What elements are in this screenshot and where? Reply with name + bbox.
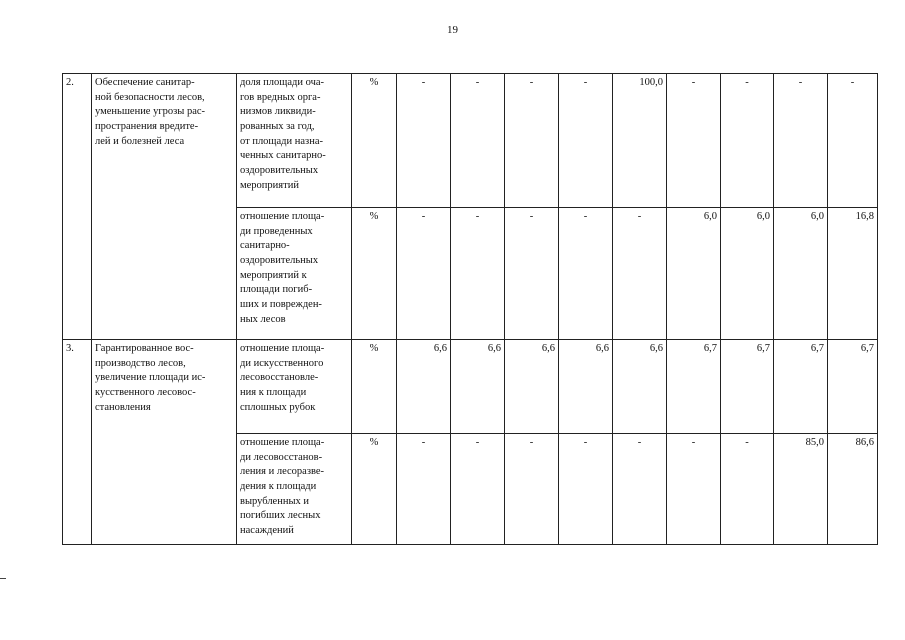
indicator-text-line: ных лесов: [240, 313, 286, 325]
indicator-text-line: дения к площади: [240, 481, 317, 493]
indicator-text-line: гов вредных орга-: [240, 91, 321, 103]
value-cell: -: [451, 74, 505, 208]
value-cell: 6,7: [828, 340, 878, 434]
indicator-text-line: площади погиб-: [240, 284, 313, 296]
indicator-text-line: оздоровительных: [240, 165, 319, 177]
value-cell: 6,7: [667, 340, 721, 434]
value-cell: 6,6: [559, 340, 613, 434]
unit-cell: %: [352, 208, 397, 340]
indicator-text-line: погибших лесных: [240, 510, 321, 522]
value-cell: 100,0: [613, 74, 667, 208]
goal-cell: [92, 340, 237, 545]
indicator-text-line: ния к площади: [240, 387, 307, 399]
value-cell: -: [559, 74, 613, 208]
indicator-text-line: санитарно-: [240, 240, 290, 252]
value-cell: -: [721, 434, 774, 545]
indicator-text-line: ди искусственного: [240, 357, 324, 369]
value-cell: -: [667, 434, 721, 545]
value-cell: -: [397, 208, 451, 340]
value-cell: -: [451, 434, 505, 545]
value-cell: 16,8: [828, 208, 878, 340]
value-cell: -: [828, 74, 878, 208]
value-cell: -: [613, 208, 667, 340]
goal-text-line: ной безопасности лесов,: [95, 91, 205, 103]
indicator-text-line: доля площади оча-: [240, 77, 325, 88]
row-number: 3.: [63, 340, 92, 545]
indicator-text-line: ди лесовосстанов-: [240, 451, 323, 463]
indicator-text-line: оздоровительных: [240, 255, 319, 267]
value-cell: -: [397, 74, 451, 208]
goal-text-line: лей и болезней леса: [95, 135, 185, 147]
value-cell: 6,6: [613, 340, 667, 434]
indicator-text-line: сплошных рубок: [240, 401, 316, 413]
goal-text-line: кусственного лесовос-: [95, 387, 196, 399]
goal-text-line: становления: [95, 401, 151, 413]
page-number: 19: [447, 24, 458, 36]
value-cell: 6,7: [774, 340, 828, 434]
value-cell: -: [721, 74, 774, 208]
indicator-cell: [237, 74, 352, 208]
goal-text-line: увеличение площади ис-: [95, 372, 206, 384]
goal-text-line: производство лесов,: [95, 357, 186, 369]
indicator-text-line: мероприятий: [240, 179, 299, 191]
table-body: [63, 74, 878, 545]
indicator-text-line: лесовосстановле-: [240, 372, 319, 384]
indicator-text-line: рованных за год,: [240, 121, 315, 133]
indicator-text-line: ченных санитарно-: [240, 150, 326, 162]
value-cell: 6,0: [667, 208, 721, 340]
goal-text-line: уменьшение угрозы рас-: [95, 106, 206, 118]
value-cell: 85,0: [774, 434, 828, 545]
value-cell: -: [559, 208, 613, 340]
value-cell: 6,6: [505, 340, 559, 434]
value-cell: -: [559, 434, 613, 545]
value-cell: -: [774, 74, 828, 208]
value-cell: -: [505, 434, 559, 545]
indicator-text-line: ления и лесоразве-: [240, 466, 325, 478]
indicator-text-line: ших и поврежден-: [240, 299, 322, 311]
value-cell: -: [505, 208, 559, 340]
indicator-text-line: насаждений: [240, 525, 294, 537]
table-row: [63, 340, 878, 434]
unit-cell: %: [352, 74, 397, 208]
indicator-text-line: мероприятий к: [240, 269, 307, 281]
value-cell: -: [451, 208, 505, 340]
value-cell: 6,0: [774, 208, 828, 340]
unit-cell: %: [352, 434, 397, 545]
value-cell: 6,6: [397, 340, 451, 434]
value-cell: 86,6: [828, 434, 878, 545]
indicators-table: [62, 73, 878, 545]
indicator-cell: [237, 434, 352, 545]
value-cell: -: [667, 74, 721, 208]
indicator-cell: [237, 340, 352, 434]
margin-mark: [0, 578, 6, 579]
value-cell: -: [505, 74, 559, 208]
indicator-text-line: отношение площа-: [240, 343, 325, 354]
table-row: [63, 74, 878, 208]
unit-cell: %: [352, 340, 397, 434]
goal-cell: [92, 74, 237, 340]
row-number: 2.: [63, 74, 92, 340]
indicator-text-line: ди проведенных: [240, 225, 313, 237]
goal-text-line: Гарантированное вос-: [95, 343, 194, 354]
value-cell: -: [397, 434, 451, 545]
indicator-text-line: от площади назна-: [240, 135, 323, 147]
indicator-cell: [237, 208, 352, 340]
value-cell: 6,0: [721, 208, 774, 340]
indicator-text-line: отношение площа-: [240, 437, 325, 448]
indicator-text-line: низмов ликвиди-: [240, 106, 316, 118]
value-cell: 6,6: [451, 340, 505, 434]
value-cell: 6,7: [721, 340, 774, 434]
indicator-text-line: вырубленных и: [240, 495, 310, 507]
goal-text-line: Обеспечение санитар-: [95, 77, 195, 88]
goal-text-line: пространения вредите-: [95, 121, 199, 133]
value-cell: -: [613, 434, 667, 545]
indicator-text-line: отношение площа-: [240, 211, 325, 222]
